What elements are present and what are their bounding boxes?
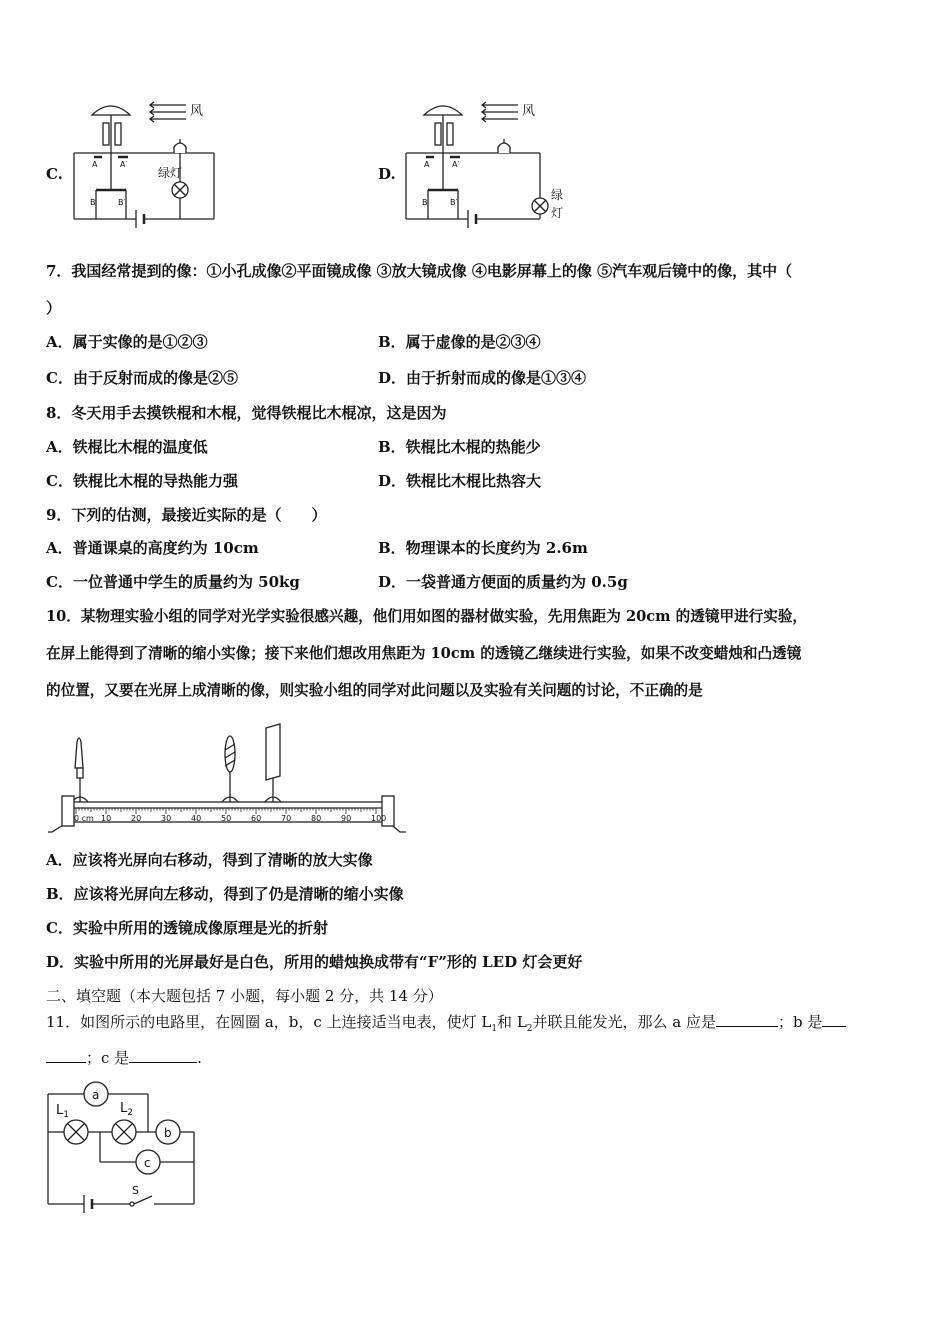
q10-optical-bench-diagram (44, 720, 414, 836)
q11-lamp-l1-sub: 1 (63, 1110, 69, 1120)
ruler-tick-label: 100 (371, 814, 387, 823)
q6-option-d-diagram (398, 95, 578, 235)
q11-lamp-l2-sub: 2 (127, 1108, 133, 1118)
q8-stem: 8．冬天用手去摸铁棍和木棍，觉得铁棍比木棍凉，这是因为 (46, 404, 447, 422)
q8-option-c: C．铁棍比木棍的导热能力强 (46, 472, 238, 490)
q6c-contact-a: A (92, 160, 98, 169)
q6d-wind-label: 风 (522, 104, 536, 119)
q11-blank-b-part2[interactable] (46, 1048, 86, 1063)
ruler-tick-label: 50 (221, 814, 232, 823)
q6-option-d-label: D. (378, 165, 396, 183)
q11-blank-a[interactable] (716, 1012, 778, 1027)
q7-option-a: A．属于实像的是①②③ (46, 333, 208, 351)
q7-option-d: D．由于折射而成的像是①③④ (378, 369, 587, 387)
q6d-contact-b: B (422, 198, 428, 207)
q11-blank-c[interactable] (129, 1048, 197, 1063)
q6-option-c-label: C. (46, 165, 63, 183)
q11-stem-part3: 并联且能发光，那么 a 应是 (532, 1013, 716, 1031)
ruler-tick-label: 60 (251, 814, 262, 823)
q10-option-c: C．实验中所用的透镜成像原理是光的折射 (46, 919, 328, 937)
q6c-wind-label: 风 (190, 104, 204, 119)
q9-option-c: C．一位普通中学生的质量约为 50kg (46, 573, 300, 591)
q6d-green-lamp-char2: 灯 (551, 206, 564, 220)
q8-option-b: B．铁棍比木棍的热能少 (378, 438, 541, 456)
q6c-green-lamp-label: 绿灯 (158, 166, 183, 180)
q7-stem-line1: 7．我国经常提到的像：①小孔成像②平面镜成像 ③放大镜成像 ④电影屏幕上的像 ⑤汽车观后镜中的像，其中（ (46, 262, 793, 280)
q11-lamp-l2-letter: L (120, 1101, 128, 1116)
q6-option-c-diagram (66, 95, 226, 235)
ruler-tick-label: 0 cm (74, 814, 94, 823)
q7-option-c: C．由于反射而成的像是②⑤ (46, 369, 238, 387)
q6c-contact-b2: B′ (118, 198, 126, 207)
q11-sub2: 2 (526, 1024, 533, 1034)
q11-stem-line2 (46, 1048, 202, 1068)
q8-option-a: A．铁棍比木棍的温度低 (46, 438, 208, 456)
ruler-tick-label: 80 (311, 814, 322, 823)
q10-option-b: B．应该将光屏向左移动，得到了仍是清晰的缩小实像 (46, 885, 404, 903)
q9-option-a: A．普通课桌的高度约为 10cm (46, 539, 259, 557)
q11-stem-part5: ；c 是 (86, 1049, 130, 1067)
q11-stem-part6: . (197, 1049, 202, 1067)
ruler-tick-label: 20 (131, 814, 142, 823)
q11-sub1: 1 (491, 1024, 498, 1034)
q11-meter-a: a (92, 1088, 100, 1102)
q9-option-b: B．物理课本的长度约为 2.6m (378, 539, 588, 557)
ruler-tick-label: 70 (281, 814, 292, 823)
q11-lamp-l1-letter: L (56, 1103, 64, 1118)
q11-blank-b-part1[interactable] (822, 1012, 846, 1027)
q6d-contact-a2: A′ (452, 160, 460, 169)
q11-circuit-diagram (44, 1080, 204, 1220)
q10-stem-line3: 的位置，又要在光屏上成清晰的像，则实验小组的同学对此问题以及实验有关问题的讨论，不正确的是 (46, 682, 703, 699)
q10-option-d: D．实验中所用的光屏最好是白色，所用的蜡烛换成带有“F”形的 LED 灯会更好 (46, 953, 583, 971)
q11-stem-line1 (46, 1012, 846, 1039)
q9-option-d: D．一袋普通方便面的质量约为 0.5g (378, 573, 628, 591)
q10-stem-line1: 10．某物理实验小组的同学对光学实验很感兴趣，他们用如图的器材做实验，先用焦距为 20cm 的透镜甲进行实验， (46, 608, 808, 625)
q6c-contact-b: B (90, 198, 96, 207)
q11-meter-b: b (164, 1126, 172, 1140)
ruler-tick-label: 90 (341, 814, 352, 823)
ruler-tick-label: 10 (101, 814, 112, 823)
q7-option-b: B．属于虚像的是②③④ (378, 333, 541, 351)
q11-stem-part1: 11．如图所示的电路里，在圆圈 a，b，c 上连接适当电表，使灯 L (46, 1013, 492, 1031)
ruler-tick-label: 40 (191, 814, 202, 823)
q10-option-a: A．应该将光屏向右移动，得到了清晰的放大实像 (46, 851, 373, 869)
section2-title: 二、填空题（本大题包括 7 小题，每小题 2 分，共 14 分） (46, 987, 443, 1005)
q6d-contact-a: A (424, 160, 430, 169)
q8-option-d: D．铁棍比木棍比热容大 (378, 472, 542, 490)
q11-lamp-l2 (120, 1101, 133, 1118)
q9-stem: 9．下列的估测，最接近实际的是（ ） (46, 506, 327, 524)
q11-stem-part2: 和 L (497, 1013, 527, 1031)
q6d-contact-b2: B′ (450, 198, 458, 207)
q11-stem-part4: ；b 是 (778, 1013, 823, 1031)
ruler-tick-label: 30 (161, 814, 172, 823)
q11-lamp-l1 (56, 1103, 69, 1120)
q7-stem-line2: ） (46, 299, 62, 317)
q6d-green-lamp-char1: 绿 (551, 188, 564, 202)
q11-switch-label: S (132, 1184, 139, 1197)
q6c-contact-a2: A′ (120, 160, 128, 169)
q10-stem-line2: 在屏上能得到了清晰的缩小实像；接下来他们想改用焦距为 10cm 的透镜乙继续进行实验，如果不改变蜡烛和凸透镜 (46, 645, 802, 662)
q11-meter-c: c (144, 1156, 151, 1170)
